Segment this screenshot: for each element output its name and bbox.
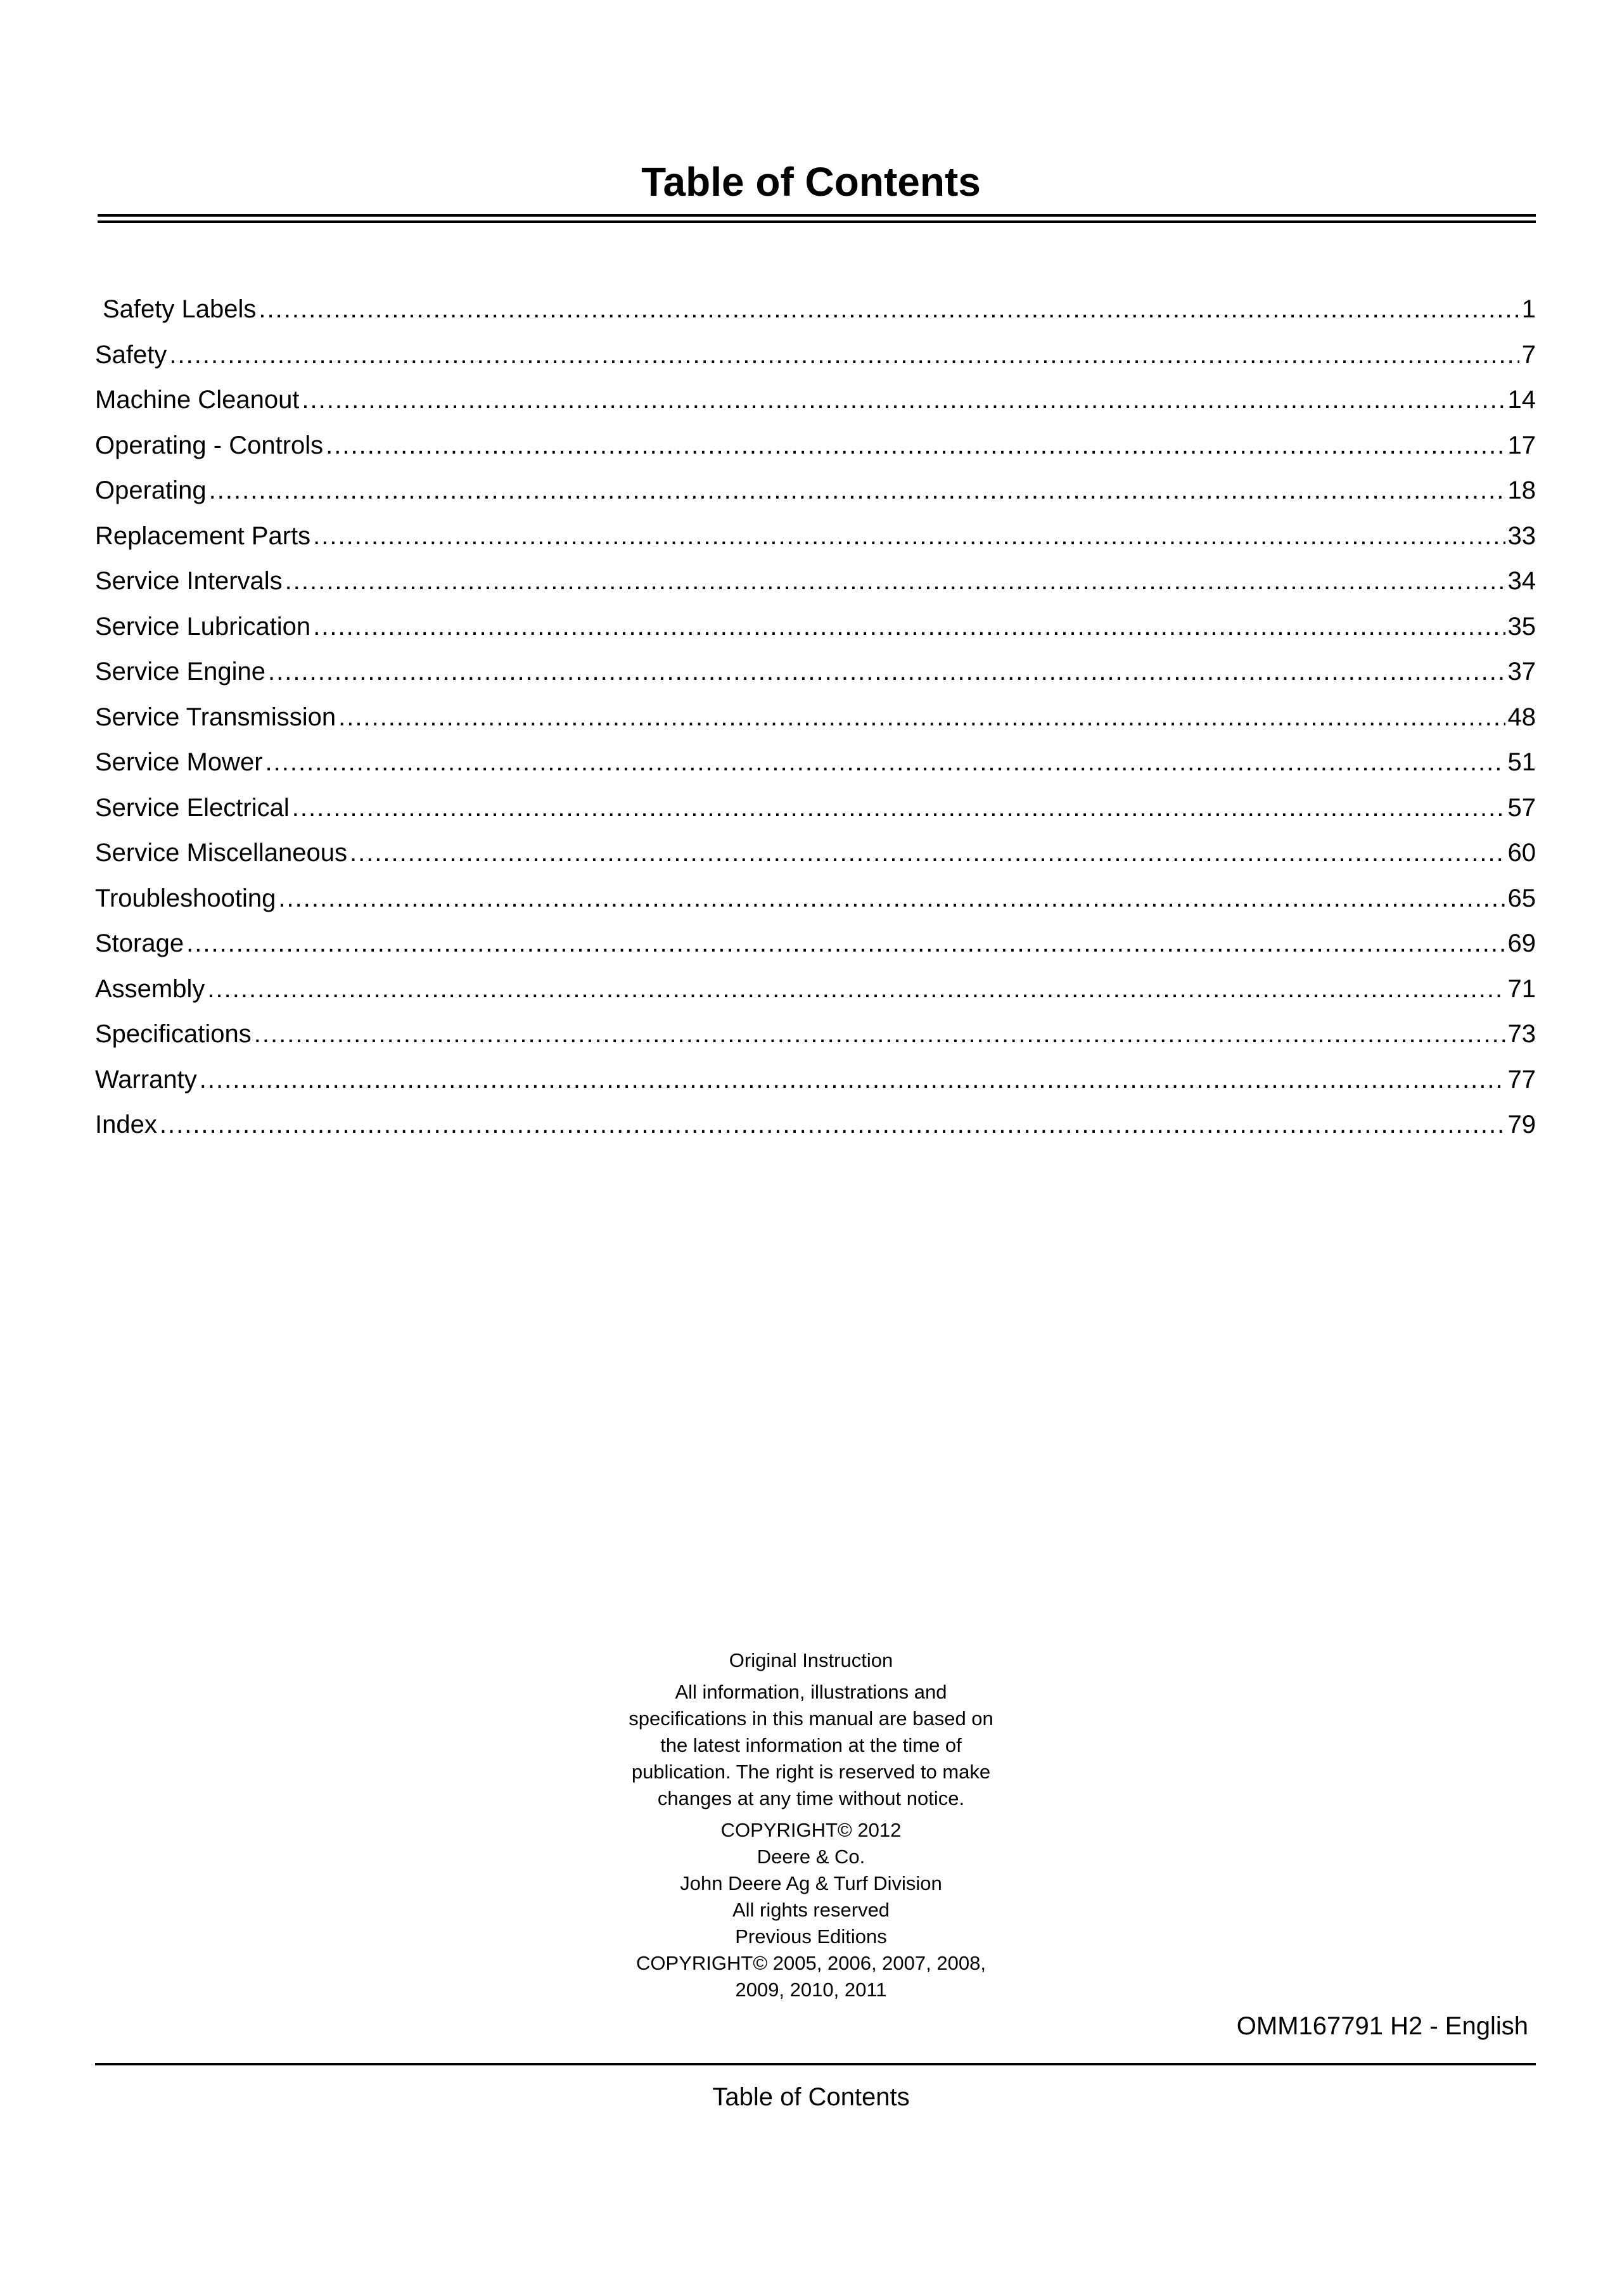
toc-entry-page-number: 77 xyxy=(1507,1065,1536,1094)
toc-entry[interactable] xyxy=(95,382,1536,428)
toc-entry[interactable] xyxy=(95,563,1536,609)
document-id: OMM167791 H2 - English xyxy=(1236,2012,1528,2040)
toc-entry-label: Safety xyxy=(95,340,167,369)
toc-entry-label: Operating - Controls xyxy=(95,431,324,459)
toc-dot-leader xyxy=(313,609,1505,644)
toc-entry-label: Service Intervals xyxy=(95,567,283,595)
toc-entry-page-number: 37 xyxy=(1507,658,1536,686)
copyright-line: COPYRIGHT© 2005, 2006, 2007, 2008, 2009, 2010, 2011 xyxy=(636,1952,986,2001)
toc-entry[interactable] xyxy=(95,337,1536,383)
toc-dot-leader xyxy=(265,744,1505,780)
toc-entry-page-number: 51 xyxy=(1507,748,1536,776)
toc-dot-leader xyxy=(338,699,1505,735)
toc-entry[interactable] xyxy=(95,291,1536,337)
toc-dot-leader xyxy=(186,926,1505,961)
copyright-line: Deere & Co. xyxy=(757,1846,865,1868)
toc-entry[interactable] xyxy=(95,473,1536,518)
toc-entry-label: Machine Cleanout xyxy=(95,386,300,414)
toc-dot-leader xyxy=(350,835,1505,871)
title-double-rule xyxy=(98,214,1536,223)
copyright-block xyxy=(621,1817,1001,2003)
toc-entry-label: Storage xyxy=(95,929,184,957)
toc-dot-leader xyxy=(292,790,1505,826)
toc-entry[interactable] xyxy=(95,1016,1536,1062)
toc-entry-label: Service Mower xyxy=(95,748,263,776)
toc-entry-page-number: 60 xyxy=(1507,839,1536,867)
toc-entry[interactable] xyxy=(95,518,1536,564)
toc-dot-leader xyxy=(285,563,1505,599)
toc-entry-label: Replacement Parts xyxy=(95,521,311,550)
toc-entry-page-number: 17 xyxy=(1507,431,1536,459)
toc-entry[interactable] xyxy=(95,1107,1536,1152)
toc-entry-page-number: 14 xyxy=(1507,386,1536,414)
toc-dot-leader xyxy=(254,1016,1505,1052)
toc-entry-label: Service Engine xyxy=(95,658,266,686)
toc-entry-page-number: 79 xyxy=(1507,1111,1536,1138)
toc-entry-label: Operating xyxy=(95,476,207,504)
toc-dot-leader xyxy=(160,1107,1505,1142)
toc-entry-page-number: 7 xyxy=(1521,340,1536,369)
toc-dot-leader xyxy=(268,654,1505,689)
toc-entry[interactable] xyxy=(95,1062,1536,1107)
toc-dot-leader xyxy=(326,428,1505,463)
toc-entry-page-number: 69 xyxy=(1507,929,1536,957)
toc-dot-leader xyxy=(207,971,1505,1007)
copyright-notice xyxy=(621,1647,1001,2008)
copyright-line: All rights reserved xyxy=(732,1899,890,1921)
copyright-line: John Deere Ag & Turf Division xyxy=(680,1872,942,1894)
toc-entry[interactable] xyxy=(95,835,1536,881)
toc-entry[interactable] xyxy=(95,699,1536,745)
toc-entry[interactable] xyxy=(95,881,1536,926)
toc-entry[interactable] xyxy=(95,926,1536,971)
toc-entry-label: Index xyxy=(95,1111,157,1138)
page-title: Table of Contents xyxy=(641,159,981,205)
toc-entry-page-number: 73 xyxy=(1507,1020,1536,1048)
toc-entry[interactable] xyxy=(95,654,1536,699)
notice-heading: Original Instruction xyxy=(729,1649,893,1671)
footer-rule xyxy=(95,2063,1536,2065)
copyright-line: Previous Editions xyxy=(735,1925,887,1948)
toc-dot-leader xyxy=(209,473,1505,508)
toc-dot-leader xyxy=(313,518,1505,554)
toc-entry-page-number: 71 xyxy=(1507,974,1536,1003)
toc-entry-label: Safety Labels xyxy=(103,295,257,323)
toc-entry-page-number: 18 xyxy=(1507,476,1536,504)
toc-entry-page-number: 34 xyxy=(1507,567,1536,595)
toc-entry-label: Service Transmission xyxy=(95,703,336,731)
toc-dot-leader xyxy=(169,337,1519,373)
toc-entry[interactable] xyxy=(95,609,1536,654)
toc-entry-page-number: 65 xyxy=(1507,884,1536,912)
toc-entry[interactable] xyxy=(95,790,1536,836)
toc-dot-leader xyxy=(200,1062,1505,1097)
toc-entry-label: Service Electrical xyxy=(95,793,290,822)
toc-entry[interactable] xyxy=(95,744,1536,790)
toc-dot-leader xyxy=(259,291,1519,327)
toc-entry-label: Service Lubrication xyxy=(95,612,311,641)
toc-entry-page-number: 48 xyxy=(1507,703,1536,731)
footer-label: Table of Contents xyxy=(712,2083,910,2111)
toc-entry[interactable] xyxy=(95,428,1536,473)
notice-body: All information, illustrations and specifications in this manual are based on the latest information at the time of publication. The right is reserved to make changes at any time without notice. xyxy=(629,1681,993,1809)
copyright-line: COPYRIGHT© 2012 xyxy=(720,1819,902,1841)
toc-entry-label: Service Miscellaneous xyxy=(95,839,347,867)
toc-entry-page-number: 57 xyxy=(1507,793,1536,822)
toc-dot-leader xyxy=(278,881,1505,916)
toc-entry-page-number: 35 xyxy=(1507,612,1536,641)
toc-entry-label: Warranty xyxy=(95,1065,197,1094)
table-of-contents xyxy=(95,291,1536,1152)
toc-entry-label: Troubleshooting xyxy=(95,884,276,912)
toc-entry-page-number: 1 xyxy=(1521,295,1536,323)
toc-dot-leader xyxy=(302,382,1505,418)
toc-entry-page-number: 33 xyxy=(1507,521,1536,550)
toc-entry[interactable] xyxy=(95,971,1536,1017)
toc-entry-label: Assembly xyxy=(95,974,205,1003)
toc-entry-label: Specifications xyxy=(95,1020,252,1048)
